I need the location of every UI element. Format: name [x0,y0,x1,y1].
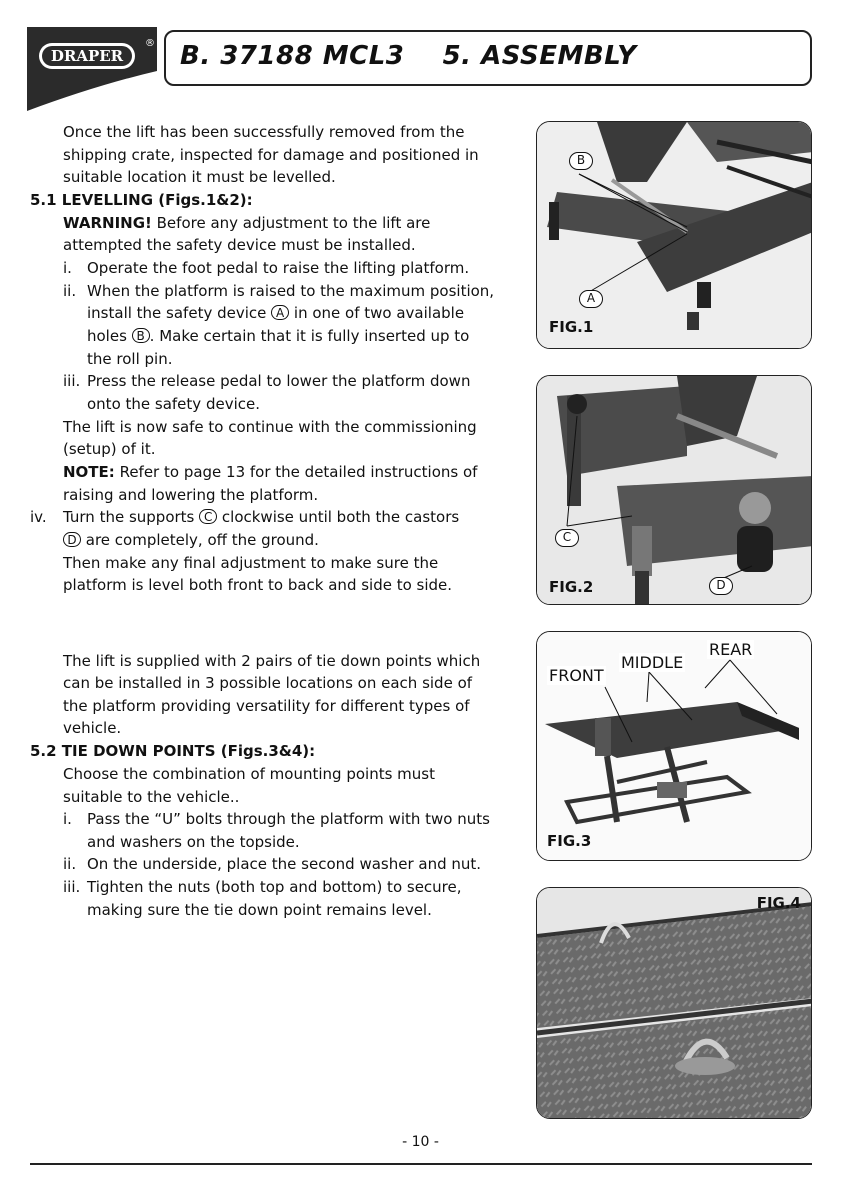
callout-b-inline: B [132,328,150,343]
tiedown-intro-line-2: can be installed in 3 possible locations on each side of [63,674,473,692]
tiedown-step-ii-num: ii. [63,855,77,873]
step-iii-num: iii. [63,372,81,390]
warning-line-1 [63,212,430,235]
draper-logo-text: DRAPER [50,47,124,65]
tiedown-step-i-line-1: Pass the “U” bolts through the platform with two nuts [87,810,490,828]
page-title: B. 37188 MCL3 5. ASSEMBLY [180,41,637,71]
step-iv-text-b: clockwise until both the castors [217,508,460,526]
figure-1 [536,121,812,349]
step-i-text: Operate the foot pedal to raise the lifting platform. [87,259,470,277]
tiedown-step-iii-num: iii. [63,878,81,896]
callout-a-inline: A [271,305,289,320]
warning-line-2: attempted the safety device must be installed. [63,236,416,254]
page-number: - 10 - [402,1134,439,1150]
tiedown-step-i-line-2: and washers on the topside. [87,833,300,851]
figure-4-illustration [537,888,812,1119]
tiedown-step-i-num: i. [63,810,72,828]
step-ii-line-2 [87,302,464,325]
figure-2-label: FIG.2 [549,578,594,596]
note-line-2: raising and lowering the platform. [63,486,319,504]
section-header [164,30,812,86]
tiedown-intro-line-1: The lift is supplied with 2 pairs of tie down points which [63,652,481,670]
figure-4-label: FIG.4 [756,894,801,912]
figure-2-illustration [537,376,812,605]
intro-line-1: Once the lift has been successfully removed from the [63,123,465,141]
choose-line-2: suitable to the vehicle.. [63,788,240,806]
tiedown-intro-line-3: the platform providing versatility for different types of [63,697,470,715]
step-iii-line-1: Press the release pedal to lower the platform down [87,372,471,390]
fig3-rear-label: REAR [709,640,753,659]
then-line-2: platform is level both front to back and side to side. [63,576,453,594]
step-iv-text-a: Turn the supports [63,508,200,526]
callout-a-fig1: A [579,290,603,308]
choose-line-1: Choose the combination of mounting points must [63,765,435,783]
section-heading-tiedown: 5.2 TIE DOWN POINTS (Figs.3&4): [30,742,316,760]
step-iv-line-1 [63,506,459,529]
callout-b-fig1: B [569,152,593,170]
step-ii-text-c: holes [87,327,132,345]
fig3-middle-label: MIDDLE [621,653,684,672]
step-ii-line-1: When the platform is raised to the maximum position, [87,282,495,300]
warning-label: WARNING! [63,214,152,232]
callout-c-inline: C [199,509,217,524]
callout-d-inline: D [63,532,81,547]
intro-line-2: shipping crate, inspected for damage and positioned in [63,146,479,164]
tiedown-step-iii-line-2: making sure the tie down point remains level. [87,901,432,919]
fig3-front-label: FRONT [549,666,604,685]
step-ii-num: ii. [63,282,77,300]
figure-3-label: FIG.3 [547,832,592,850]
callout-d-fig2: D [709,577,733,595]
safe-line-1: The lift is now safe to continue with the commissioning [63,418,477,436]
step-ii-text-b: in one of two available [289,304,465,322]
step-ii-text-a: install the safety device [87,304,272,322]
figure-1-label: FIG.1 [549,318,594,336]
note-label: NOTE: [63,463,115,481]
figure-3 [536,631,812,861]
figure-4 [536,887,812,1119]
intro-line-3: suitable location it must be levelled. [63,168,336,186]
step-iv-num: iv. [30,508,47,526]
note-line-1 [63,461,477,484]
then-line-1: Then make any final adjustment to make sure the [63,554,439,572]
step-ii-line-4: the roll pin. [87,350,173,368]
callout-c-fig2: C [555,529,579,547]
section-heading-levelling: 5.1 LEVELLING (Figs.1&2): [30,191,253,209]
figure-2 [536,375,812,605]
step-iv-text-c: are completely, off the ground. [81,531,319,549]
tiedown-intro-line-4: vehicle. [63,719,122,737]
draper-logo [27,27,157,111]
registered-mark: ® [145,38,155,49]
tiedown-step-ii-text: On the underside, place the second washer and nut. [87,855,482,873]
step-ii-line-3 [87,325,469,348]
step-iii-line-2: onto the safety device. [87,395,260,413]
warning-text: Before any adjustment to the lift are [151,214,431,232]
step-ii-text-d: . Make certain that it is fully inserted up to [149,327,470,345]
step-iv-line-2 [63,529,319,552]
step-i-num: i. [63,259,72,277]
safe-line-2: (setup) of it. [63,440,156,458]
tiedown-step-iii-line-1: Tighten the nuts (both top and bottom) to secure, [87,878,462,896]
footer-rule [30,1163,812,1165]
note-text: Refer to page 13 for the detailed instructions of [114,463,478,481]
